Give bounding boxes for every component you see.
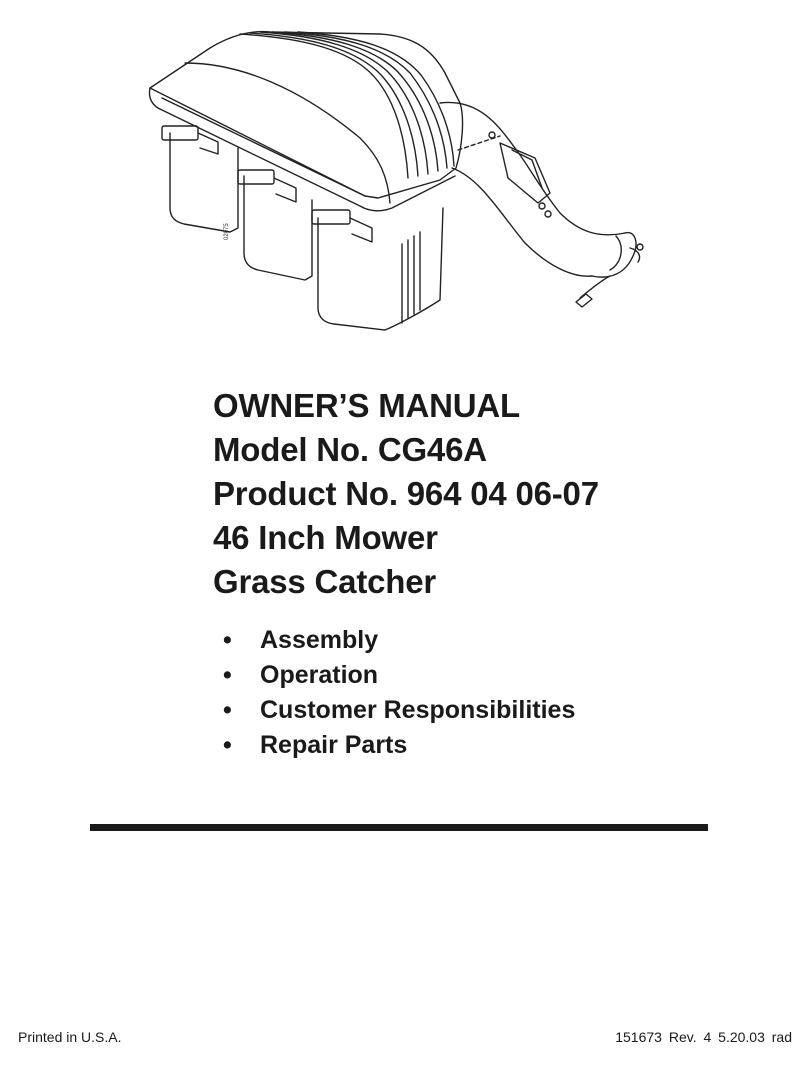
bullet-symbol: •: [223, 661, 232, 689]
product-name: Grass Catcher: [213, 563, 437, 600]
grass-bag-middle: [238, 170, 312, 280]
list-item-label: Customer Responsibilities: [260, 696, 576, 724]
list-item-label: Assembly: [260, 626, 379, 654]
model-number: Model No. CG46A: [213, 431, 487, 468]
list-item-label: Repair Parts: [260, 731, 408, 759]
grass-bag-right: [312, 208, 443, 330]
list-item: [223, 728, 575, 763]
grass-catcher-illustration: [140, 18, 670, 338]
print-location: Printed in U.S.A.: [18, 1029, 122, 1045]
product-number: Product No. 964 04 06-07: [213, 475, 599, 512]
list-item: [223, 658, 575, 693]
revision-info: 151673 Rev. 4 5.20.03 rad: [615, 1029, 792, 1045]
manual-title: OWNER’S MANUAL: [213, 387, 521, 424]
contents-list: [223, 623, 575, 763]
horizontal-divider: [90, 824, 708, 831]
product-size: 46 Inch Mower: [213, 519, 438, 556]
bullet-symbol: •: [223, 696, 232, 724]
list-item: [223, 693, 575, 728]
discharge-chute: [440, 102, 643, 307]
figure-id: 02075: [224, 223, 230, 240]
list-item-label: Operation: [260, 661, 379, 689]
list-item: [223, 623, 575, 658]
title-block: [213, 384, 773, 604]
catcher-lid: [150, 32, 463, 211]
bullet-symbol: •: [223, 626, 232, 654]
bullet-symbol: •: [223, 731, 232, 759]
